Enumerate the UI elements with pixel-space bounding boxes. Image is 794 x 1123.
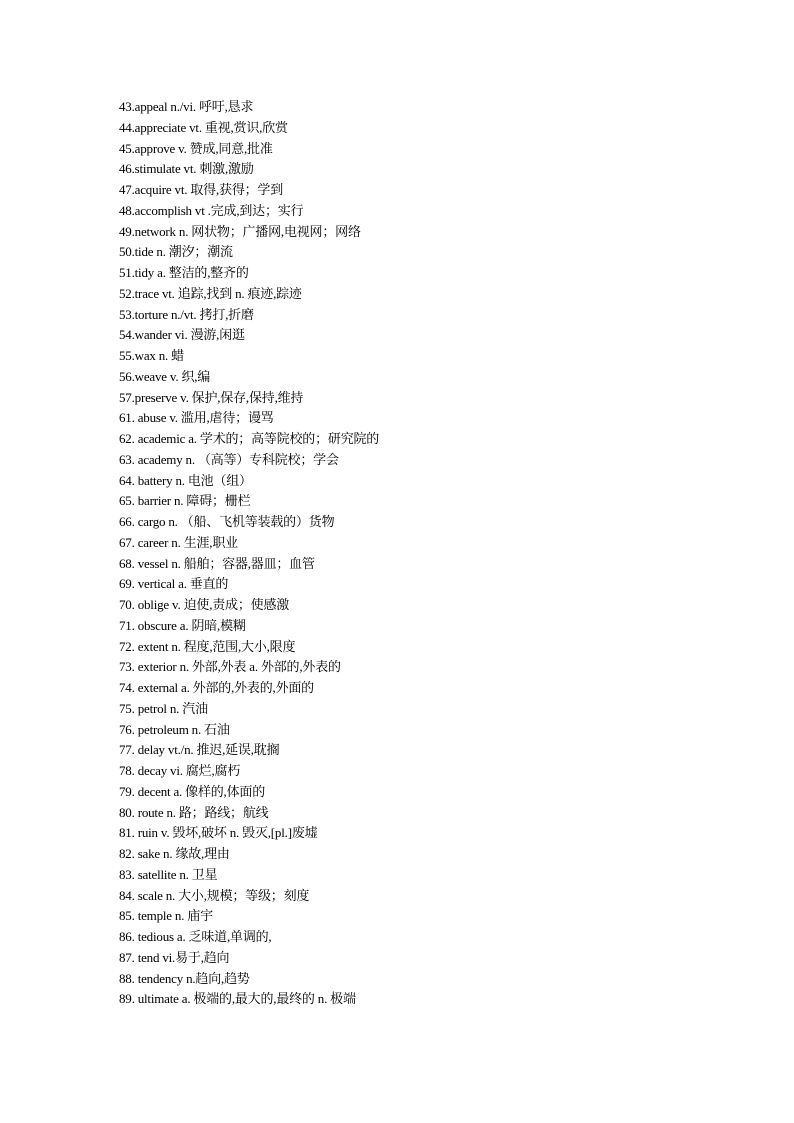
vocab-line: 83. satellite n. 卫星 <box>119 866 218 882</box>
vocab-line: 55.wax n. 蜡 <box>119 348 184 363</box>
vocab-line: 62. academic a. 学术的；高等院校的；研究院的 <box>119 431 380 446</box>
vocab-line: 64. battery n. 电池（组） <box>119 472 252 488</box>
vocab-line: 51.tidy a. 整洁的,整齐的 <box>119 265 249 280</box>
vocab-line: 87. tend vi.易于,趋向 <box>119 949 230 965</box>
vocab-line: 44.appreciate vt. 重视,赏识,欣赏 <box>119 119 288 135</box>
vocab-line: 84. scale n. 大小,规模；等级；刻度 <box>119 887 310 903</box>
vocab-line: 71. obscure a. 阴暗,模糊 <box>119 617 246 633</box>
vocab-line: 47.acquire vt. 取得,获得；学到 <box>119 182 284 197</box>
vocab-line: 66. cargo n. （船、飞机等装载的）货物 <box>119 514 335 529</box>
vocab-line: 52.trace vt. 追踪,找到 n. 痕迹,踪迹 <box>119 285 302 301</box>
vocab-line: 81. ruin v. 毁坏,破坏 n. 毁灭,[pl.]废墟 <box>119 825 318 841</box>
vocab-line: 54.wander vi. 漫游,闲逛 <box>119 327 245 343</box>
vocab-line: 76. petroleum n. 石油 <box>119 721 230 737</box>
vocab-line: 57.preserve v. 保护,保存,保持,维持 <box>119 389 304 405</box>
vocab-line: 67. career n. 生涯,职业 <box>119 534 238 550</box>
vocab-line: 79. decent a. 像样的,体面的 <box>119 783 265 799</box>
vocab-line: 88. tendency n.趋向,趋势 <box>119 970 250 986</box>
vocab-line: 69. vertical a. 垂直的 <box>119 576 229 592</box>
vocab-line: 53.torture n./vt. 拷打,折磨 <box>119 306 254 322</box>
vocab-line: 46.stimulate vt. 刺激,激励 <box>119 161 254 177</box>
vocab-line: 56.weave v. 织,编 <box>119 368 211 384</box>
vocab-line: 78. decay vi. 腐烂,腐朽 <box>119 763 241 778</box>
vocab-line: 74. external a. 外部的,外表的,外面的 <box>119 680 314 695</box>
vocab-line: 73. exterior n. 外部,外表 a. 外部的,外表的 <box>119 659 341 675</box>
vocab-line: 50.tide n. 潮汐；潮流 <box>119 244 233 260</box>
vocab-line: 48.accomplish vt .完成,到达；实行 <box>119 202 304 218</box>
vocab-line: 45.approve v. 赞成,同意,批准 <box>119 140 273 156</box>
vocabulary-list <box>119 97 759 1010</box>
vocab-line: 70. oblige v. 迫使,责成；使感激 <box>119 597 290 612</box>
vocab-line: 80. route n. 路；路线；航线 <box>119 804 269 820</box>
vocab-line: 82. sake n. 缘故,理由 <box>119 846 230 861</box>
vocab-line: 65. barrier n. 障碍；栅栏 <box>119 493 251 509</box>
vocab-line: 86. tedious a. 乏味道,单调的, <box>119 929 272 944</box>
vocab-line: 77. delay vt./n. 推迟,延误,耽搁 <box>119 742 280 758</box>
vocab-line: 61. abuse v. 滥用,虐待；谩骂 <box>119 410 274 426</box>
vocab-line: 68. vessel n. 船舶；容器,器皿；血管 <box>119 555 315 571</box>
vocab-line: 89. ultimate a. 极端的,最大的,最终的 n. 极端 <box>119 991 356 1007</box>
vocab-line: 43.appeal n./vi. 呼吁,恳求 <box>119 99 254 114</box>
vocab-line: 75. petrol n. 汽油 <box>119 700 208 716</box>
vocab-line: 63. academy n. （高等）专科院校；学会 <box>119 451 339 467</box>
vocab-line: 49.network n. 网状物；广播网,电视网；网络 <box>119 223 361 239</box>
vocab-line: 72. extent n. 程度,范围,大小,限度 <box>119 638 296 654</box>
vocab-line: 85. temple n. 庙宇 <box>119 908 213 924</box>
